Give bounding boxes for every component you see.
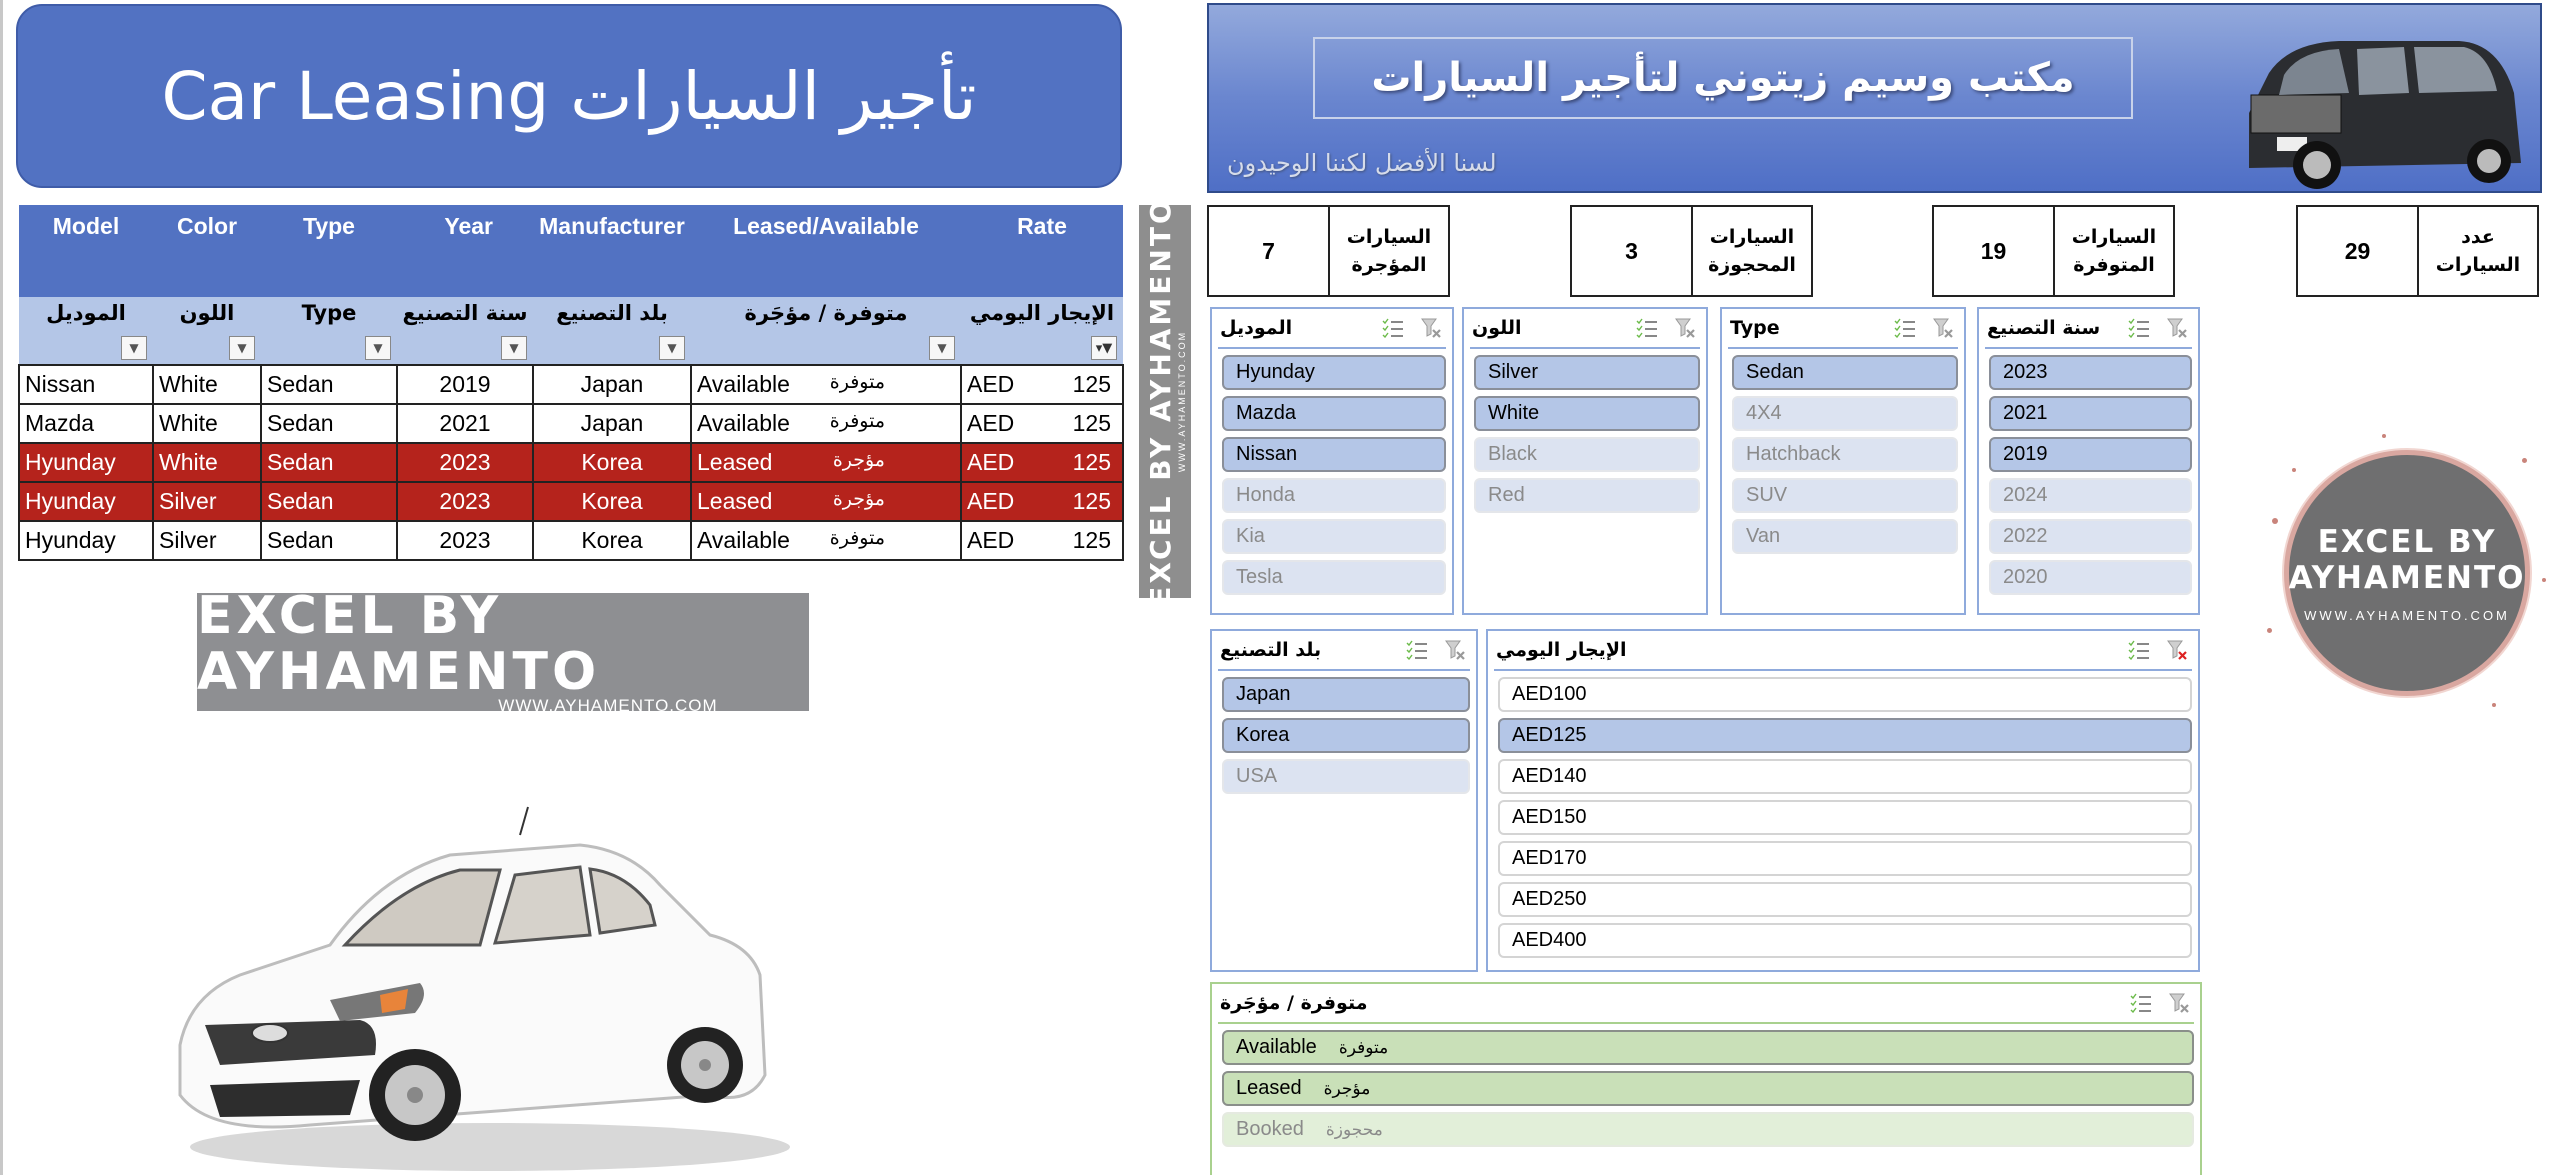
office-title-box	[1313, 37, 2133, 119]
slicer-item-booked[interactable]	[1222, 1112, 2194, 1147]
slicer-header	[1218, 984, 2194, 1024]
cell-model[interactable]: Nissan	[19, 365, 153, 404]
slicer-items	[1722, 349, 1964, 554]
kpi-booked-label: السيارات المحجوزة	[1708, 226, 1796, 276]
slicer-item-available[interactable]	[1222, 1030, 2194, 1065]
slicer-item-label: AED150	[1512, 806, 1587, 828]
kpi-leased-label: السيارات المؤجرة	[1346, 226, 1432, 276]
slicer-item-label: Red	[1488, 484, 1525, 506]
clear-filter-icon[interactable]	[2168, 992, 2190, 1014]
slicer-item-label: Korea	[1236, 724, 1290, 746]
slicer-title: بلد التصنيع	[1220, 639, 1322, 661]
cell-status[interactable]	[691, 521, 961, 560]
status-en: Leased	[697, 449, 773, 475]
header-ar-type	[261, 297, 397, 365]
cell-year[interactable]: 2023	[397, 443, 533, 482]
status-en: Available	[697, 527, 790, 553]
header-ar-rate	[961, 297, 1123, 365]
status-ar: مؤجرة	[832, 488, 885, 510]
filter-dropdown-status[interactable]: ▼	[929, 336, 955, 360]
slicer-item-label: SUV	[1746, 484, 1788, 506]
office-title: مكتب وسيم زيتوني لتأجير السيارات	[1371, 55, 2075, 101]
car-data-table	[18, 205, 1124, 561]
slicer-item-label: 2022	[2003, 525, 2048, 547]
filter-dropdown-color[interactable]: ▼	[229, 336, 255, 360]
slicer-item-label: AED400	[1512, 929, 1587, 951]
slicer-item-label: Hyunday	[1236, 361, 1315, 383]
cell-status[interactable]	[691, 404, 961, 443]
cell-type[interactable]: Sedan	[261, 365, 397, 404]
slicer-title: سنة التصنيع	[1987, 317, 2101, 339]
slicer-item-japan[interactable]	[1222, 677, 1470, 712]
slicer-toolbar	[2128, 639, 2192, 661]
rate-value: 125	[1072, 449, 1111, 475]
header-ar-year-label: سنة التصنيع	[402, 301, 528, 325]
slicer-toolbar	[1406, 639, 1470, 661]
table-row[interactable]	[19, 482, 1123, 521]
cell-model[interactable]: Hyunday	[19, 521, 153, 560]
slicer-toolbar	[1894, 317, 1958, 339]
slicer-item-honda[interactable]	[1222, 478, 1446, 513]
clear-filter-icon[interactable]	[1674, 317, 1696, 339]
slicer-item-label-ar: مؤجرة	[1323, 1078, 1371, 1099]
multi-select-icon[interactable]	[1406, 640, 1428, 660]
cell-year[interactable]: 2021	[397, 404, 533, 443]
slicer-item-label: Japan	[1236, 683, 1291, 705]
slicer-item-leased[interactable]	[1222, 1071, 2194, 1106]
rate-value: 125	[1072, 488, 1111, 514]
kpi-total-label: عدد السيارات	[2435, 226, 2521, 276]
table-row[interactable]	[19, 404, 1123, 443]
filter-dropdown-type[interactable]: ▼	[365, 336, 391, 360]
slicer-item-korea[interactable]	[1222, 718, 1470, 753]
slicer-item-hyunday[interactable]	[1222, 355, 1446, 390]
cell-type[interactable]: Sedan	[261, 443, 397, 482]
cell-rate[interactable]	[961, 404, 1123, 443]
filter-dropdown-model[interactable]: ▼	[121, 336, 147, 360]
multi-select-icon[interactable]	[1894, 318, 1916, 338]
logo-banner-text: EXCEL BY AYHAMENTO	[197, 586, 601, 702]
slicer-item-2024[interactable]	[1989, 478, 2192, 513]
slicer-item-aed150[interactable]	[1498, 800, 2192, 835]
slicer-item-label: Silver	[1488, 361, 1539, 383]
round-logo	[2262, 428, 2552, 718]
header-row-english	[19, 205, 1123, 297]
header-row-arabic	[19, 297, 1123, 365]
header-ar-rate-label: الإيجار اليومي	[969, 301, 1115, 325]
cell-color[interactable]: White	[153, 443, 261, 482]
slicer-title: الموديل	[1220, 317, 1293, 339]
header-model: Model	[19, 205, 153, 297]
cell-manufacturer[interactable]: Korea	[533, 521, 691, 560]
slicer-header	[1985, 309, 2192, 349]
slicer-item-label: Honda	[1236, 484, 1295, 506]
slicer-item-label: 4X4	[1746, 402, 1782, 424]
slicer-color	[1462, 307, 1708, 615]
logo-banner	[197, 586, 809, 715]
header-ar-manufacturer-label: بلد التصنيع	[556, 301, 668, 325]
table-row[interactable]	[19, 365, 1123, 404]
slicer-item-label: 2021	[2003, 402, 2048, 424]
slicer-item-suv[interactable]	[1732, 478, 1958, 513]
slicer-item-2020[interactable]	[1989, 560, 2192, 595]
cell-year[interactable]: 2023	[397, 521, 533, 560]
kpi-leased-value: 7	[1209, 207, 1330, 295]
slicer-item-kia[interactable]	[1222, 519, 1446, 554]
kpi-total-value: 29	[2298, 207, 2419, 295]
header-ar-manufacturer	[533, 297, 691, 365]
header-ar-model	[19, 297, 153, 365]
header-ar-status-label: متوفرة / مؤجَرة	[744, 301, 908, 325]
header-ar-status	[691, 297, 961, 365]
header-rate: Rate	[961, 205, 1123, 297]
slicer-items	[1979, 349, 2198, 595]
slicer-items	[1464, 349, 1706, 513]
slicer-items	[1488, 671, 2198, 958]
cell-model[interactable]: Mazda	[19, 404, 153, 443]
slicer-item-label: Hatchback	[1746, 443, 1841, 465]
slicer-item-nissan[interactable]	[1222, 437, 1446, 472]
status-en: Leased	[697, 488, 773, 514]
header-ar-color-label: اللون	[179, 301, 235, 325]
clear-filter-icon[interactable]	[1932, 317, 1954, 339]
filter-dropdown-year[interactable]: ▼	[501, 336, 527, 360]
office-tagline: لسنا الأفضل لكننا الوحيدون	[1227, 149, 1497, 177]
slicer-item-label-en: Leased	[1236, 1077, 1302, 1099]
header-status: Leased/Available	[691, 205, 961, 297]
cell-model[interactable]: Hyunday	[19, 482, 153, 521]
round-logo-circle	[2284, 450, 2530, 696]
slicer-item-white[interactable]	[1474, 396, 1700, 431]
title-banner	[16, 4, 1122, 188]
slicer-title: متوفرة / مؤجَرة	[1220, 992, 1368, 1014]
sheet-left-edge	[0, 0, 3, 1175]
cell-manufacturer[interactable]: Japan	[533, 365, 691, 404]
header-manufacturer: Manufacturer	[533, 205, 691, 297]
slicer-items	[1212, 1024, 2200, 1147]
cell-manufacturer[interactable]: Korea	[533, 443, 691, 482]
rate-currency: AED	[967, 410, 1015, 436]
table-row[interactable]	[19, 521, 1123, 560]
slicer-item-label: USA	[1236, 765, 1278, 787]
header-ar-color	[153, 297, 261, 365]
slicer-item-label: 2019	[2003, 443, 2048, 465]
slicer-items	[1212, 671, 1476, 794]
slicer-item-label: AED140	[1512, 765, 1587, 787]
vertical-logo-strip	[1139, 197, 1191, 606]
slicer-toolbar	[1382, 317, 1446, 339]
clear-filter-icon[interactable]	[1420, 317, 1442, 339]
slicer-item-label-ar: متوفرة	[1338, 1037, 1389, 1058]
slicer-item-label: Sedan	[1746, 361, 1804, 383]
slicer-item-usa[interactable]	[1222, 759, 1470, 794]
slicer-header	[1218, 631, 1470, 671]
slicer-toolbar	[2130, 992, 2194, 1014]
slicer-type	[1720, 307, 1966, 615]
cell-year[interactable]: 2019	[397, 365, 533, 404]
slicer-item-label: 2020	[2003, 566, 2048, 588]
slicer-item-hatchback[interactable]	[1732, 437, 1958, 472]
header-ar-type-label: Type	[301, 301, 357, 325]
slicer-status	[1210, 982, 2202, 1175]
multi-select-icon[interactable]	[2128, 318, 2150, 338]
slicer-header	[1494, 631, 2192, 671]
kpi-total-cars	[2296, 205, 2539, 297]
status-en: Available	[697, 410, 790, 436]
slicer-item-sedan[interactable]	[1732, 355, 1958, 390]
slicer-item-mazda[interactable]	[1222, 396, 1446, 431]
rate-value: 125	[1072, 410, 1111, 436]
kpi-available-value: 19	[1934, 207, 2055, 295]
clear-filter-icon[interactable]	[2166, 639, 2188, 661]
header-year: Year	[397, 205, 533, 297]
slicer-item-label: AED250	[1512, 888, 1587, 910]
rate-currency: AED	[967, 371, 1015, 397]
slicer-item-silver[interactable]	[1474, 355, 1700, 390]
slicer-item-aed100[interactable]	[1498, 677, 2192, 712]
slicer-toolbar	[1636, 317, 1700, 339]
slicer-year	[1977, 307, 2200, 615]
slicer-model	[1210, 307, 1454, 615]
table-row[interactable]	[19, 443, 1123, 482]
slicer-header	[1218, 309, 1446, 349]
cell-rate[interactable]	[961, 482, 1123, 521]
cell-model[interactable]: Hyunday	[19, 443, 153, 482]
slicer-item-4x4[interactable]	[1732, 396, 1958, 431]
cell-manufacturer[interactable]: Korea	[533, 482, 691, 521]
clear-filter-icon[interactable]	[2166, 317, 2188, 339]
slicer-item-aed400[interactable]	[1498, 923, 2192, 958]
header-ar-model-label: الموديل	[46, 301, 126, 325]
slicer-item-van[interactable]	[1732, 519, 1958, 554]
header-ar-year	[397, 297, 533, 365]
status-ar: متوفرة	[829, 371, 885, 393]
slicer-title: اللون	[1472, 317, 1522, 339]
round-logo-line1: EXCEL BY	[2317, 523, 2497, 560]
slicer-item-label: AED170	[1512, 847, 1587, 869]
slicer-country	[1210, 629, 1478, 972]
cell-manufacturer[interactable]: Japan	[533, 404, 691, 443]
status-ar: مؤجرة	[832, 449, 885, 471]
vertical-logo-url: WWW.AYHAMENTO.COM	[1176, 330, 1187, 473]
clear-filter-icon[interactable]	[1444, 639, 1466, 661]
slicer-item-label: Tesla	[1236, 566, 1283, 588]
cell-status[interactable]	[691, 443, 961, 482]
slicer-item-label: 2023	[2003, 361, 2048, 383]
slicer-item-tesla[interactable]	[1222, 560, 1446, 595]
cell-color[interactable]: White	[153, 365, 261, 404]
slicer-item-label: Black	[1488, 443, 1537, 465]
slicer-item-label: 2024	[2003, 484, 2048, 506]
slicer-item-label-ar: محجوزة	[1325, 1119, 1383, 1140]
slicer-rate	[1486, 629, 2200, 972]
kpi-available-cars	[1932, 205, 2175, 297]
slicer-header	[1728, 309, 1958, 349]
vertical-logo-text: EXCEL BY AYHAMENTO	[1143, 197, 1177, 606]
slicer-item-aed125[interactable]	[1498, 718, 2192, 753]
slicer-header	[1470, 309, 1700, 349]
cell-color[interactable]: Silver	[153, 521, 261, 560]
rate-value: 125	[1072, 527, 1111, 553]
slicer-item-label: Mazda	[1236, 402, 1297, 424]
cell-rate[interactable]	[961, 365, 1123, 404]
slicer-item-red[interactable]	[1474, 478, 1700, 513]
cell-year[interactable]: 2023	[397, 482, 533, 521]
kpi-booked-value: 3	[1572, 207, 1693, 295]
slicer-item-2021[interactable]	[1989, 396, 2192, 431]
cell-status[interactable]	[691, 365, 961, 404]
cell-color[interactable]: White	[153, 404, 261, 443]
status-ar: متوفرة	[829, 527, 885, 549]
office-banner	[1207, 3, 2542, 193]
kpi-booked-cars	[1570, 205, 1813, 297]
cell-rate[interactable]	[961, 443, 1123, 482]
slicer-item-2023[interactable]	[1989, 355, 2192, 390]
slicer-items	[1212, 349, 1452, 595]
multi-select-icon[interactable]	[2128, 640, 2150, 660]
cell-status[interactable]	[691, 482, 961, 521]
slicer-item-aed170[interactable]	[1498, 841, 2192, 876]
slicer-toolbar	[2128, 317, 2192, 339]
cell-type[interactable]: Sedan	[261, 482, 397, 521]
cell-type[interactable]: Sedan	[261, 404, 397, 443]
slicer-item-aed250[interactable]	[1498, 882, 2192, 917]
filter-dropdown-manufacturer[interactable]: ▼	[659, 336, 685, 360]
slicer-item-label: Kia	[1236, 525, 1265, 547]
kpi-available-label: السيارات المتوفرة	[2071, 226, 2157, 276]
slicer-title: الإيجار اليومي	[1496, 639, 1627, 661]
slicer-item-label-en: Booked	[1236, 1118, 1304, 1140]
header-color: Color	[153, 205, 261, 297]
cell-type[interactable]: Sedan	[261, 521, 397, 560]
status-en: Available	[697, 371, 790, 397]
status-ar: متوفرة	[829, 410, 885, 432]
slicer-item-label: AED100	[1512, 683, 1587, 705]
slicer-item-black[interactable]	[1474, 437, 1700, 472]
white-sedan-image	[150, 795, 810, 1175]
multi-select-icon[interactable]	[2130, 993, 2152, 1013]
round-logo-url: WWW.AYHAMENTO.COM	[2304, 607, 2510, 623]
title-banner-text: تأجير السيارات Car Leasing	[161, 57, 977, 135]
slicer-item-label: Van	[1746, 525, 1781, 547]
round-logo-line2: AYHAMENTO	[2288, 559, 2526, 596]
multi-select-icon[interactable]	[1636, 318, 1658, 338]
filter-applied-icon[interactable]: ▾▼	[1091, 336, 1117, 360]
rate-currency: AED	[967, 488, 1015, 514]
slicer-item-label-en: Available	[1236, 1036, 1317, 1058]
header-type: Type	[261, 205, 397, 297]
slicer-item-aed140[interactable]	[1498, 759, 2192, 794]
logo-banner-url: WWW.AYHAMENTO.COM	[498, 696, 718, 715]
table-body	[19, 365, 1123, 560]
slicer-item-label: White	[1488, 402, 1540, 424]
cell-color[interactable]: Silver	[153, 482, 261, 521]
slicer-item-2019[interactable]	[1989, 437, 2192, 472]
multi-select-icon[interactable]	[1382, 318, 1404, 338]
cell-rate[interactable]	[961, 521, 1123, 560]
rate-currency: AED	[967, 527, 1015, 553]
slicer-item-label: AED125	[1512, 724, 1587, 746]
hatchback-car-image	[2229, 33, 2534, 193]
slicer-item-label: Nissan	[1236, 443, 1298, 465]
kpi-leased-cars	[1207, 205, 1450, 297]
rate-value: 125	[1072, 371, 1111, 397]
rate-currency: AED	[967, 449, 1015, 475]
slicer-title: Type	[1730, 317, 1780, 339]
slicer-item-2022[interactable]	[1989, 519, 2192, 554]
